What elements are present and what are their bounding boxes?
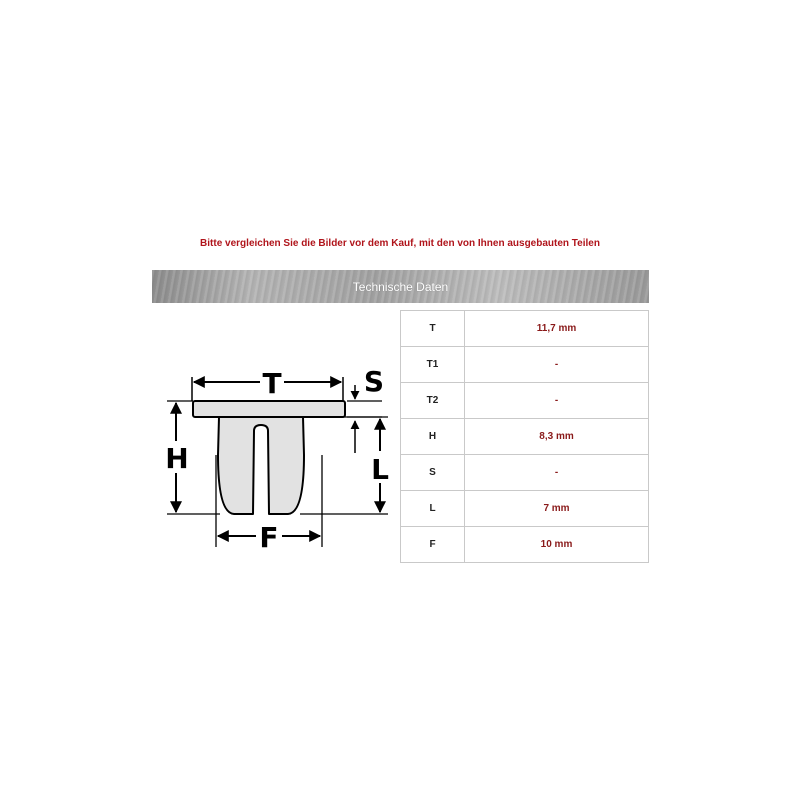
banner-title: Technische Daten [352,279,449,294]
spec-value: - [465,383,649,419]
dimension-label-f: F [259,521,279,554]
clip-legs [218,417,304,514]
table-row [401,347,649,383]
dimension-label-h: H [165,442,189,475]
dimension-label-s: S [363,365,385,398]
spec-value: 8,3 mm [465,419,649,455]
spec-key: F [401,527,465,563]
table-row [401,491,649,527]
spec-key: S [401,455,465,491]
spec-value: - [465,347,649,383]
table-row [401,527,649,563]
table-row [401,455,649,491]
table-row [401,311,649,347]
spec-value: 10 mm [465,527,649,563]
clip-dimension-diagram [150,355,395,555]
dimension-label-t: T [262,367,282,400]
spec-key: H [401,419,465,455]
spec-table [400,310,649,563]
spec-key: L [401,491,465,527]
spec-key: T2 [401,383,465,419]
spec-key: T [401,311,465,347]
table-row [401,419,649,455]
table-row [401,383,649,419]
header-banner [152,270,649,303]
spec-value: 7 mm [465,491,649,527]
notice-text: Bitte vergleichen Sie die Bilder vor dem Kauf, mit den von Ihnen ausgebauten Teilen [200,238,600,249]
spec-value: 11,7 mm [465,311,649,347]
spec-value: - [465,455,649,491]
clip-head [193,401,345,417]
spec-key: T1 [401,347,465,383]
dimension-label-l: L [371,453,389,486]
